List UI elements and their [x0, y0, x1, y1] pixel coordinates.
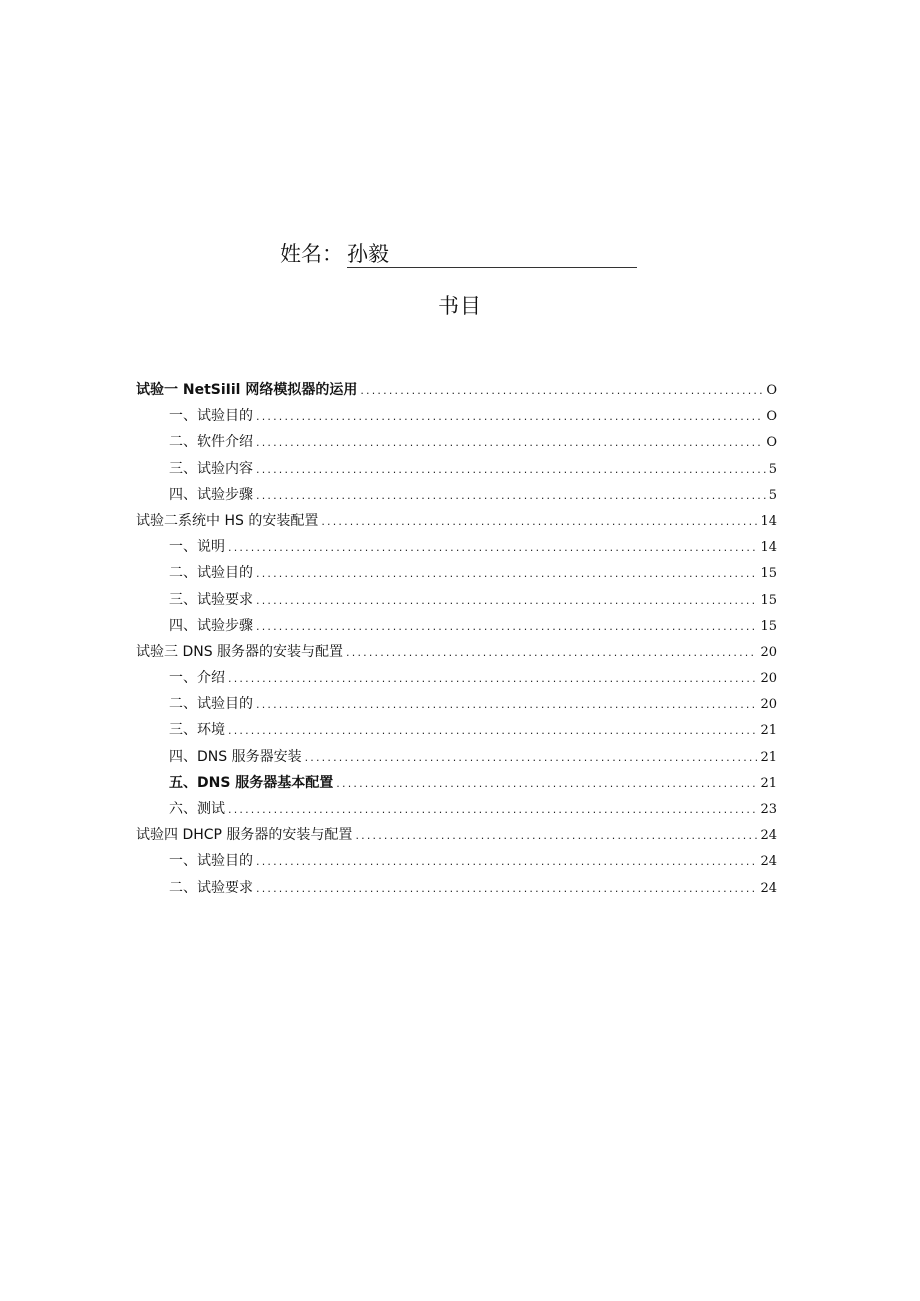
- toc-dot-leader: [256, 404, 763, 430]
- toc-dot-leader: [305, 745, 758, 771]
- toc-entry[interactable]: [136, 560, 777, 586]
- toc-entry-page: 24: [760, 880, 777, 896]
- toc-title: 书目: [438, 294, 482, 318]
- toc-entry[interactable]: [136, 848, 777, 874]
- toc-dot-leader: [256, 483, 766, 509]
- toc-entry-page: 5: [768, 461, 777, 477]
- toc-dot-leader: [360, 378, 763, 404]
- toc-entry[interactable]: [136, 875, 777, 901]
- toc-entry-page: 20: [760, 644, 777, 660]
- toc-entry-title: 试验一 NetSiIil 网络模拟器的运用: [136, 382, 358, 398]
- toc-dot-leader: [256, 561, 757, 587]
- toc-entry[interactable]: [136, 691, 777, 717]
- toc-dot-leader: [256, 849, 757, 875]
- toc-entry-page: 21: [760, 749, 777, 765]
- toc-entry-page: 14: [760, 513, 777, 529]
- toc-entry-page: 20: [760, 671, 777, 687]
- toc-dot-leader: [256, 614, 757, 640]
- toc-entry-page: 24: [760, 854, 777, 870]
- toc-entry-title: 四、试验步骤: [169, 486, 253, 503]
- toc-entry[interactable]: [136, 744, 777, 770]
- name-value: 孙毅: [347, 242, 637, 268]
- toc-entry[interactable]: [136, 665, 777, 691]
- toc-entry-page: O: [766, 435, 777, 451]
- toc-entry-title: 三、试验要求: [169, 591, 253, 608]
- toc-entry-page: O: [766, 409, 777, 425]
- toc-dot-leader: [256, 588, 757, 614]
- toc-entry-title: 一、介绍: [169, 670, 225, 687]
- toc-dot-leader: [355, 823, 757, 849]
- toc-entry[interactable]: [136, 508, 777, 534]
- toc-dot-leader: [336, 771, 757, 797]
- toc-entry-title: 试验二系统中 HS 的安装配置: [136, 512, 319, 529]
- toc-entry-page: 15: [760, 566, 777, 582]
- toc-entry-title: 一、说明: [169, 539, 225, 556]
- toc-entry-page: O: [766, 383, 777, 398]
- toc-entry[interactable]: [136, 796, 777, 822]
- toc-dot-leader: [321, 509, 757, 535]
- toc-dot-leader: [228, 718, 757, 744]
- toc-entry[interactable]: [136, 534, 777, 560]
- toc-entry-page: 15: [760, 618, 777, 634]
- student-name-line: [280, 238, 637, 268]
- toc-entry[interactable]: [136, 403, 777, 429]
- toc-dot-leader: [228, 797, 757, 823]
- toc-entry[interactable]: [136, 770, 777, 796]
- toc-entry-page: 20: [760, 697, 777, 713]
- toc-entry-page: 14: [760, 540, 777, 556]
- toc-entry-page: 5: [768, 487, 777, 503]
- toc-entry[interactable]: [136, 639, 777, 665]
- toc-dot-leader: [346, 640, 757, 666]
- toc-entry-title: 二、试验目的: [169, 565, 253, 582]
- toc-entry[interactable]: [136, 822, 777, 848]
- toc-entry[interactable]: [136, 613, 777, 639]
- toc-entry-title: 试验四 DHCP 服务器的安装与配置: [136, 827, 353, 844]
- toc-dot-leader: [256, 457, 766, 483]
- toc-entry-page: 21: [760, 723, 777, 739]
- toc-entry-title: 五、DNS 服务器基本配置: [169, 774, 334, 791]
- toc-entry-title: 四、DNS 服务器安装: [169, 748, 302, 765]
- toc-entry[interactable]: [136, 717, 777, 743]
- toc-entry-title: 二、试验要求: [169, 879, 253, 896]
- toc-dot-leader: [256, 430, 763, 456]
- toc-entry[interactable]: [136, 377, 777, 403]
- toc-entry-page: 21: [760, 775, 777, 791]
- table-of-contents: [136, 377, 777, 901]
- toc-entry-title: 三、试验内容: [169, 460, 253, 477]
- toc-entry-title: 三、环境: [169, 722, 225, 739]
- toc-dot-leader: [256, 876, 757, 902]
- toc-dot-leader: [256, 692, 757, 718]
- toc-dot-leader: [228, 666, 757, 692]
- toc-entry-title: 一、试验目的: [169, 853, 253, 870]
- toc-entry-title: 六、测试: [169, 801, 225, 817]
- toc-entry[interactable]: [136, 482, 777, 508]
- toc-entry[interactable]: [136, 429, 777, 455]
- toc-entry[interactable]: [136, 456, 777, 482]
- toc-entry-page: 15: [760, 592, 777, 608]
- toc-entry-title: 一、试验目的: [169, 408, 253, 425]
- toc-entry-title: 试验三 DNS 服务器的安装与配置: [136, 643, 344, 660]
- toc-entry[interactable]: [136, 587, 777, 613]
- toc-entry-page: 23: [760, 802, 777, 817]
- toc-entry-title: 二、软件介绍: [169, 434, 253, 451]
- toc-entry-title: 二、试验目的: [169, 696, 253, 713]
- toc-dot-leader: [228, 535, 757, 561]
- toc-entry-title: 四、试验步骤: [169, 617, 253, 634]
- name-label: 姓名：: [280, 242, 343, 266]
- toc-entry-page: 24: [760, 828, 777, 844]
